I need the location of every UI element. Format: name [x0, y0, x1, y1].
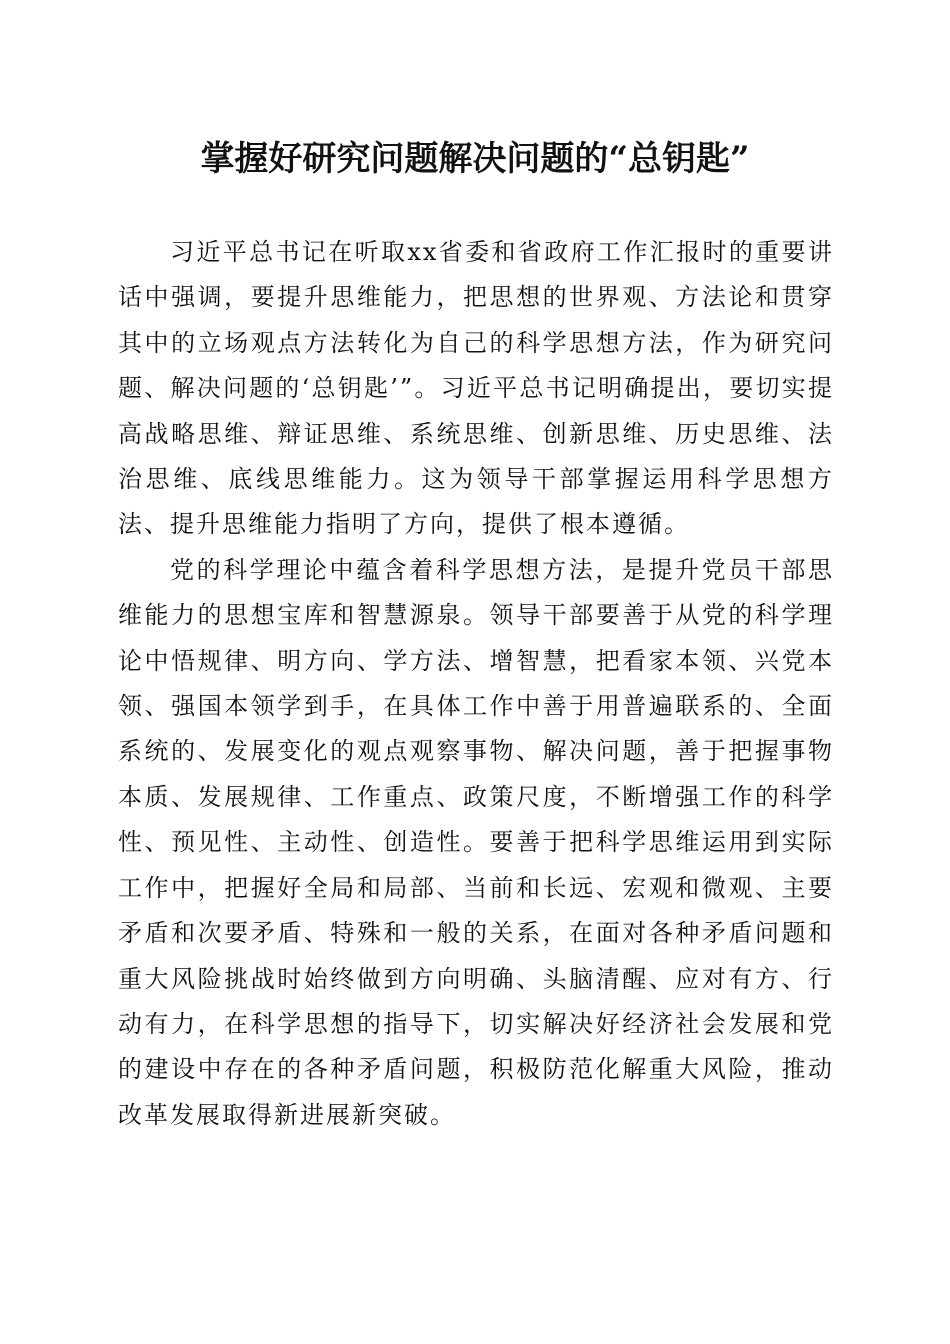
paragraph-1: 习近平总书记在听取xx省委和省政府工作汇报时的重要讲话中强调，要提升思维能力，把思想的世界观、方法论和贯穿其中的立场观点方法转化为自己的科学思想方法，作为研究问题、解决问题的‘总钥匙’”。习近平总书记明确提出，要切实提高战略思维、辩证思维、系统思维、创新思维、历史思维、法治思维、底线思维能力。这为领导干部掌握运用科学思想方法、提升思维能力指明了方向，提供了根本遵循。: [118, 238, 834, 539]
paragraph-2: 党的科学理论中蕴含着科学思想方法，是提升党员干部思维能力的思想宝库和智慧源泉。领导干部要善于从党的科学理论中悟规律、明方向、学方法、增智慧，把看家本领、兴党本领、强国本领学到手，在具体工作中善于用普遍联系的、全面系统的、发展变化的观点观察事物、解决问题，善于把握事物本质、发展规律、工作重点、政策尺度，不断增强工作的科学性、预见性、主动性、创造性。要善于把科学思维运用到实际工作中，把握好全局和局部、当前和长远、宏观和微观、主要矛盾和次要矛盾、特殊和一般的关系，在面对各种矛盾问题和重大风险挑战时始终做到方向明确、头脑清醒、应对有方、行动有力，在科学思想的指导下，切实解决好经济社会发展和党的建设中存在的各种矛盾问题，积极防范化解重大风险，推动改革发展取得新进展新突破。: [118, 555, 834, 1129]
document-body: [118, 230, 834, 1138]
document-title: 掌握好研究问题解决问题的“总钥匙”: [200, 139, 750, 179]
